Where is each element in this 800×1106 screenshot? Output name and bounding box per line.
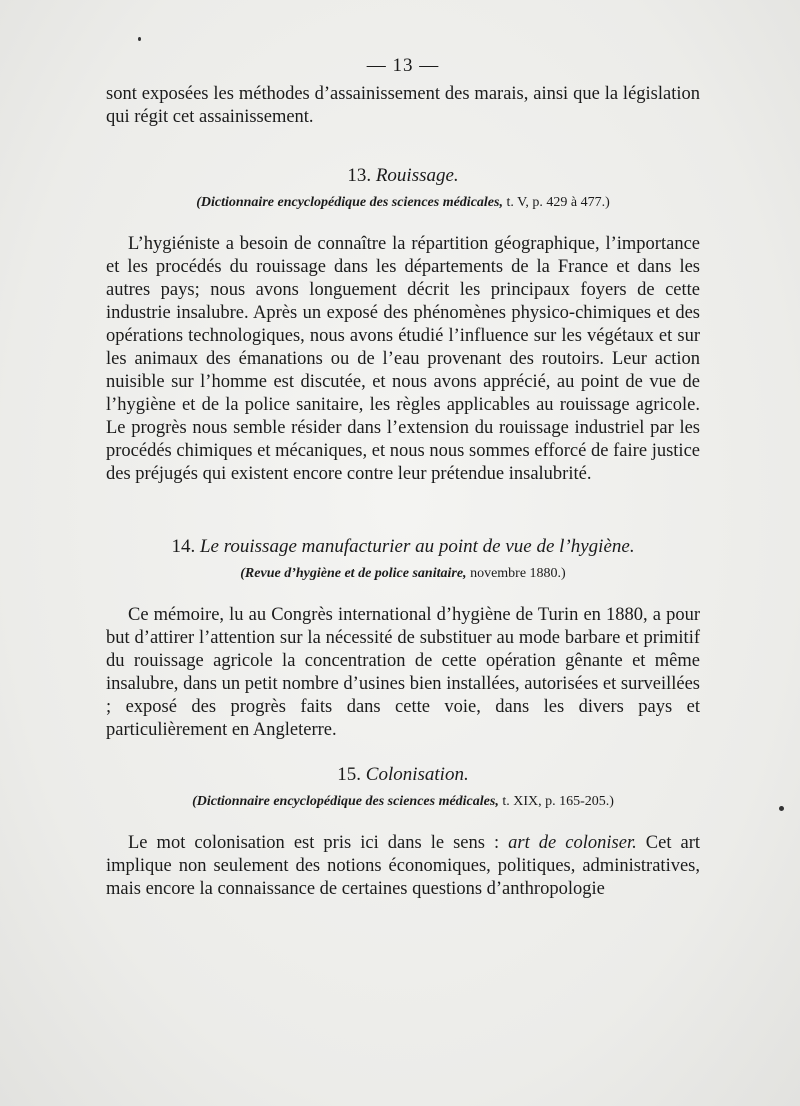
section-body: Ce mémoire, lu au Congrès international d’hygiène de Turin en 1880, a pour but d’attirer l’attention sur la nécessité de substituer au mode barbare et primitif du rouissage agricole la concentration de cette opération gênante et même insalubre, dans un petit nombre d’usines bien installées, autorisées et surveillées ; exposé des progrès faits dans cette voie, dans les divers pays et particulièrement en Angleterre.	[106, 605, 700, 740]
intro-paragraph: sont exposées les méthodes d’assainissement des marais, ainsi que la législation qui régit cet assainissement.	[106, 84, 700, 127]
body-text: Le mot colonisation est pris ici dans le sens :	[128, 833, 500, 853]
source-reference: t. V, p. 429 à 477.)	[506, 195, 610, 210]
section-heading	[106, 165, 700, 187]
section-title: Colonisation.	[365, 764, 469, 785]
section-number: 15.	[337, 764, 362, 785]
section-body	[106, 832, 700, 901]
section-number: 14.	[171, 536, 196, 557]
section-heading	[106, 536, 700, 558]
section-source	[106, 195, 700, 211]
source-journal: (Revue d’hygiène et de police sanitaire,	[240, 566, 467, 581]
section-source	[106, 566, 700, 582]
page-content	[106, 55, 700, 901]
source-journal: (Dictionnaire encyclopédique des sciences médicales,	[196, 195, 503, 210]
section-source	[106, 794, 700, 810]
section-title: Le rouissage manufacturier au point de vue de l’hygiène.	[199, 536, 635, 557]
source-journal: (Dictionnaire encyclopédique des sciences médicales,	[192, 794, 499, 809]
ink-speck	[138, 37, 141, 41]
source-reference: novembre 1880.)	[470, 566, 566, 581]
ink-speck	[779, 806, 784, 811]
body-emphasis: art de coloniser.	[508, 833, 637, 853]
source-reference: t. XIX, p. 165-205.)	[502, 794, 614, 809]
section-title: Rouissage.	[375, 165, 459, 186]
section-body: L’hygiéniste a besoin de connaître la répartition géographique, l’importance et les procédés du rouissage dans les départements de la France et dans les autres pays; nous avons longuement décrit les principaux foyers de cette industrie insalubre. Après un exposé des phénomènes physico-chimiques et des opérations technologiques, nous avons étudié l’influence sur les végétaux et sur les animaux des émanations ou de l’eau provenant des routoirs. Leur action nuisible sur l’homme est discutée, et nous avons apprécié, au point de vue de l’hygiène et de la police sanitaire, les règles applicables au rouissage agricole. Le progrès nous semble résider dans l’extension du rouissage industriel par les procédés chimiques et mécaniques, et nous nous sommes efforcé de faire justice des préjugés qui existent encore contre leur prétendue insalubrité.	[106, 234, 700, 484]
page-number: — 13 —	[366, 55, 440, 76]
body-text: Cet art implique non seulement des notions économiques, politiques, administratives, mais encore la connaissance de certaines questions d’anthropologie	[106, 833, 701, 899]
section-heading	[106, 764, 700, 786]
section-number: 13.	[347, 165, 372, 186]
